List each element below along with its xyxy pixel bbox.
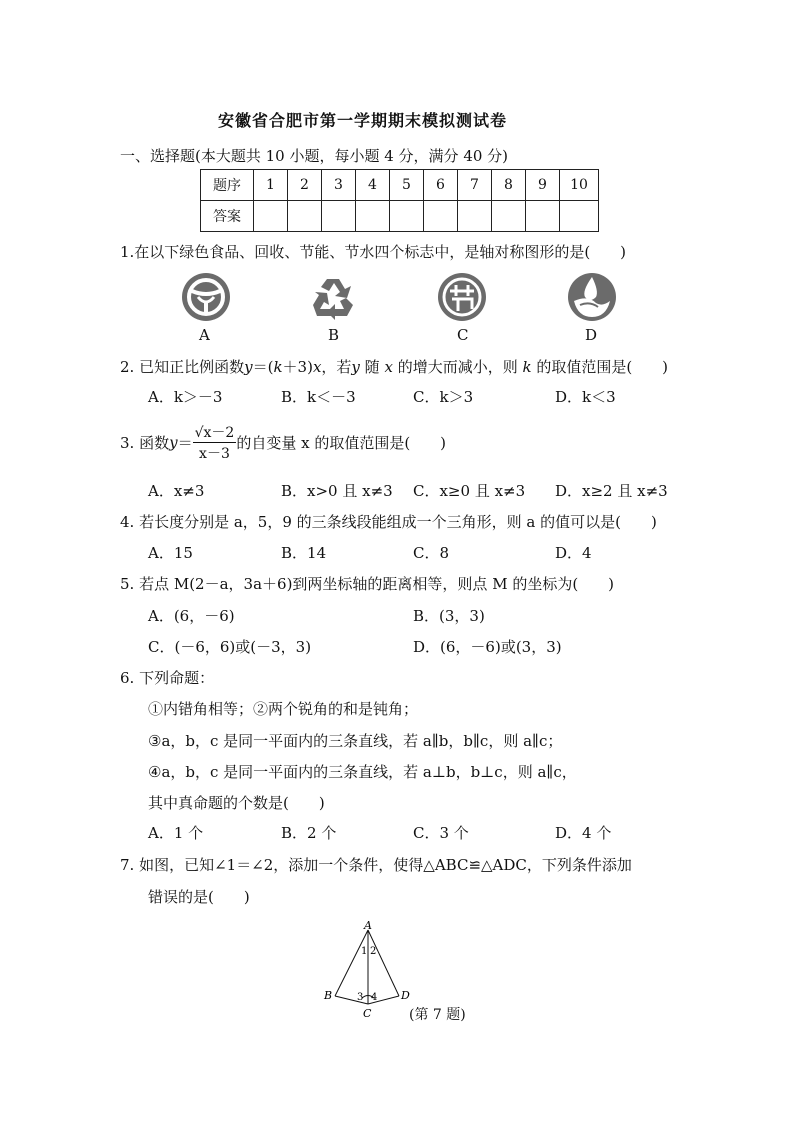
- answer-table-answer-label: 答案: [201, 201, 254, 232]
- proposition-line: ①内错角相等；②两个锐角的和是钝角；: [148, 700, 419, 718]
- recycle-logo-icon: [307, 271, 359, 323]
- option-c[interactable]: C．(－6，6)或(－3，3): [148, 638, 312, 656]
- question-4: 4. 若长度分别是 a，5，9 的三条线段能组成一个三角形，则 a 的值可以是( ): [120, 513, 657, 531]
- vertex-b-label: B: [324, 989, 333, 1002]
- option-b[interactable]: B．2 个: [281, 824, 337, 842]
- question-7-cont: 错误的是( ): [148, 888, 250, 906]
- figure-caption: (第 7 题): [409, 1007, 466, 1023]
- answer-cell[interactable]: [492, 201, 526, 232]
- question-7: 7. 如图，已知∠1＝∠2，添加一个条件，使得△ABC≌△ADC，下列条件添加: [120, 856, 632, 874]
- option-b[interactable]: B．14: [281, 544, 327, 562]
- option-d[interactable]: D．k＜3: [555, 388, 616, 406]
- option-d[interactable]: D．x≥2 且 x≠3: [555, 482, 668, 500]
- answer-table-number: 6: [424, 170, 458, 201]
- answer-cell[interactable]: [390, 201, 424, 232]
- answer-table-number: 10: [560, 170, 599, 201]
- option-d[interactable]: D．(6，－6)或(3，3): [413, 638, 562, 656]
- logo-label-d: D: [585, 326, 598, 344]
- answer-table-number: 4: [356, 170, 390, 201]
- question-2: 2. 已知正比例函数y＝(k＋3)x，若y 随 x 的增大而减小，则 k 的取值范围是( ): [120, 358, 669, 376]
- proposition-line: ④a，b，c 是同一平面内的三条直线，若 a⊥b，b⊥c，则 a∥c，: [148, 763, 577, 781]
- angle-4-label: 4: [371, 992, 378, 1003]
- vertex-a-label: A: [364, 919, 372, 932]
- option-a[interactable]: A．x≠3: [148, 482, 205, 500]
- option-a[interactable]: A．15: [148, 544, 193, 562]
- proposition-line: ③a，b，c 是同一平面内的三条直线，若 a∥b，b∥c，则 a∥c；: [148, 732, 563, 750]
- question-3: 3. 函数y＝ $\frac{√x-2}{x-3}$ 的自变量 x 的取值范围是( ): [120, 422, 446, 463]
- answer-table-header-label: 题序: [201, 170, 254, 201]
- angle-2-label: 2: [370, 946, 377, 957]
- angle-1-label: 1: [361, 946, 368, 957]
- energy-saving-logo-icon: [436, 271, 488, 323]
- option-d[interactable]: D．4 个: [555, 824, 612, 842]
- proposition-line: 其中真命题的个数是( ): [148, 794, 325, 812]
- green-food-logo-icon: [180, 271, 232, 323]
- answer-cell[interactable]: [526, 201, 560, 232]
- page-title: 安徽省合肥市第一学期期末模拟测试卷: [218, 111, 508, 130]
- option-b[interactable]: B．(3，3): [413, 607, 485, 625]
- section-heading: 一、选择题(本大题共 10 小题，每小题 4 分，满分 40 分): [120, 147, 509, 165]
- option-b[interactable]: B．k＜－3: [281, 388, 356, 406]
- triangle-figure: [318, 918, 418, 1022]
- option-c[interactable]: C．k＞3: [413, 388, 474, 406]
- option-a[interactable]: A．(6，－6): [148, 607, 235, 625]
- option-a[interactable]: A．k＞－3: [148, 388, 223, 406]
- question-1: 1.在以下绿色食品、回收、节能、节水四个标志中，是轴对称图形的是( ): [120, 243, 627, 261]
- answer-cell[interactable]: [288, 201, 322, 232]
- answer-table-number: 8: [492, 170, 526, 201]
- answer-cell[interactable]: [458, 201, 492, 232]
- angle-3-label: 3: [357, 992, 364, 1003]
- answer-table-number: 9: [526, 170, 560, 201]
- option-c[interactable]: C．3 个: [413, 824, 469, 842]
- answer-table-number: 1: [254, 170, 288, 201]
- fraction: $\frac{√x-2}{x-3}$: [193, 422, 237, 463]
- logo-label-a: A: [199, 326, 210, 344]
- vertex-c-label: C: [363, 1007, 372, 1020]
- vertex-d-label: D: [401, 989, 410, 1002]
- logo-label-b: B: [328, 326, 340, 344]
- option-d[interactable]: D．4: [555, 544, 592, 562]
- answer-cell[interactable]: [424, 201, 458, 232]
- water-saving-logo-icon: [566, 271, 618, 323]
- option-c[interactable]: C．8: [413, 544, 450, 562]
- answer-cell[interactable]: [254, 201, 288, 232]
- answer-table-number: 7: [458, 170, 492, 201]
- answer-table-number: 2: [288, 170, 322, 201]
- logo-label-c: C: [457, 326, 469, 344]
- answer-cell[interactable]: [356, 201, 390, 232]
- option-c[interactable]: C．x≥0 且 x≠3: [413, 482, 526, 500]
- answer-cell[interactable]: [322, 201, 356, 232]
- option-a[interactable]: A．1 个: [148, 824, 204, 842]
- question-5: 5. 若点 M(2－a，3a＋6)到两坐标轴的距离相等，则点 M 的坐标为( ): [120, 575, 615, 593]
- option-b[interactable]: B．x>0 且 x≠3: [281, 482, 393, 500]
- answer-cell[interactable]: [560, 201, 599, 232]
- answer-table-number: 5: [390, 170, 424, 201]
- answer-table-number: 3: [322, 170, 356, 201]
- answer-table: [200, 169, 599, 232]
- question-6: 6. 下列命题：: [120, 669, 215, 687]
